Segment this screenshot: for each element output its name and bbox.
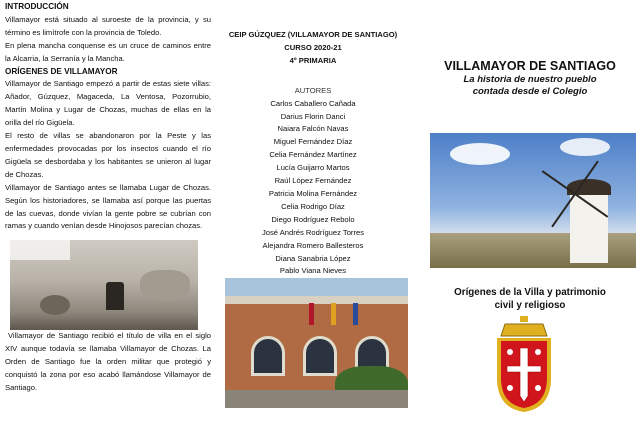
section-title-block (420, 286, 640, 312)
cave-photo (10, 240, 198, 330)
final-paragraph: Villamayor de Santiago recibió el título de villa en el siglo XIV aunque todavía se llamaba Villamayor de Chozas. La Orden de Santiago fue la orden militar que protegió y conquistó la zona por eso acabó llamándose Villamayor de Santiago. (5, 331, 211, 392)
origins-paragraph: El resto de villas se abandonaron por la Peste y las enfermedades provocadas por los insectos cuando el río Gigüela se desbordaba y los habitantes se unieron al lugar de Chozas. (5, 131, 211, 179)
windmill-photo (430, 133, 636, 268)
author: Carlos Caballero Cañada (270, 98, 356, 108)
right-title-block (420, 59, 640, 98)
section-title-line1: Orígenes de la Villa y patrimonio (454, 287, 606, 298)
author: Darius Florin Danci (280, 111, 346, 121)
middle-column (218, 29, 408, 278)
authors-heading: AUTORES (294, 85, 332, 95)
author: Lucía Guijarro Martos (276, 163, 350, 173)
author: Patricia Molina Fernández (268, 188, 358, 198)
authors-list (218, 98, 408, 279)
origins-paragraph: Villamayor de Santiago antes se llamaba Lugar de Chozas. Según los historiadores, se llamaba así porque las puertas de las cuevas, donde vivían la gente pobre se cubrían con ramas y cuando venían desde Hinojosos parecían chozas. (5, 182, 211, 231)
author: Naiara Falcón Navas (277, 124, 349, 134)
left-column (5, 1, 211, 233)
intro-paragraph: Villamayor está situado al suroeste de la provincia, y su término es limítrofe con la provincia de Toledo. (5, 14, 211, 37)
author: Celia Rodrigo Díaz (281, 201, 345, 211)
coat-of-arms-icon (493, 316, 555, 414)
author: Miguel Fernández Díaz (273, 137, 353, 147)
final-paragraph-block (5, 330, 211, 395)
author: Raúl López Fernández (274, 176, 352, 186)
author: Alejandra Romero Ballesteros (262, 240, 364, 250)
main-title: VILLAMAYOR DE SANTIAGO (444, 59, 616, 73)
school-building-photo (225, 278, 408, 408)
course: CURSO 2020-21 (284, 42, 342, 52)
section-title-line2: civil y religioso (494, 300, 566, 311)
origins-heading: ORÍGENES DE VILLAMAYOR (5, 66, 118, 76)
subtitle-line1: La historia de nuestro pueblo (463, 74, 597, 85)
intro-paragraph: En plena mancha conquense es un cruce de caminos entre la Alcarria, la Serranía y la Mancha. (5, 40, 211, 63)
author: José Andrés Rodríguez Torres (261, 227, 364, 237)
author: Diego Rodríguez Rebolo (271, 214, 355, 224)
school-name: CEIP GÚZQUEZ (VILLAMAYOR DE SANTIAGO) (228, 30, 398, 39)
origins-paragraph: Villamayor de Santiago empezó a partir de estas siete villas: Añador, Gúzquez, Magaceda, La Ventosa, Pozorrubio, Martín Molina y Lugar de Chozas, muchas de ellas en la orilla del río Gigüela. (5, 79, 211, 128)
subtitle-line2: contada desde el Colegio (472, 86, 588, 97)
author: Pablo Viana Nieves (279, 266, 347, 276)
intro-heading: INTRODUCCIÓN (5, 2, 69, 11)
author: Diana Sanabria López (275, 253, 351, 263)
author: Celia Fernández Martínez (269, 150, 357, 160)
grade: 4º PRIMARIA (289, 55, 337, 65)
